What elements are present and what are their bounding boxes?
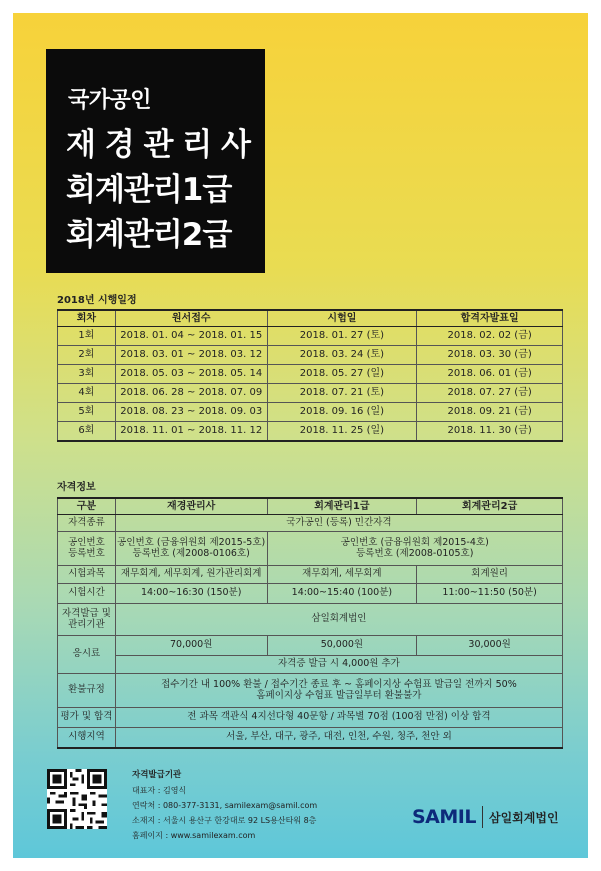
- info-heading: 자격정보: [57, 482, 96, 493]
- schedule-cell-exam: 2018. 05. 27 (일): [267, 365, 417, 384]
- subject-value-cfm: 재무회계, 세무회계, 원가관리회계: [115, 566, 267, 584]
- schedule-cell-round: 6회: [58, 422, 116, 442]
- table-row: [58, 346, 563, 365]
- reg-value-cfm: 공인번호 (금융위원회 제2015-5호) 등록번호 (제2008-0106호): [115, 532, 267, 566]
- table-row: [58, 708, 563, 728]
- info-header-category: 구분: [58, 498, 116, 515]
- title-line-3: 회계관리2급: [66, 217, 232, 253]
- schedule-cell-round: 1회: [58, 327, 116, 346]
- info-header-row: [58, 498, 563, 515]
- table-row: [58, 674, 563, 708]
- table-row: [58, 656, 563, 674]
- info-table: [57, 497, 563, 749]
- table-row: [58, 422, 563, 442]
- refund-value: 접수기간 내 100% 환불 / 접수기간 종료 후 ~ 홈페이지상 수험표 발급일 전까지 50% 홈페이지상 수험표 발급일부터 환불불가: [115, 674, 562, 708]
- schedule-cell-apply: 2018. 08. 23 ~ 2018. 09. 03: [115, 403, 267, 422]
- table-row: [58, 532, 563, 566]
- logo-divider: [482, 806, 483, 828]
- reg-label: 공인번호 등록번호: [58, 532, 116, 566]
- table-row: [58, 636, 563, 656]
- logo-brand: SAMIL: [412, 806, 476, 828]
- pass-label: 평가 및 합격: [58, 708, 116, 728]
- type-value: 국가공인 (등록) 민간자격: [115, 515, 562, 532]
- table-row: [58, 327, 563, 346]
- fee-value-fat1: 50,000원: [267, 636, 417, 656]
- time-value-fat2: 11:00~11:50 (50분): [417, 584, 563, 604]
- schedule-cell-apply: 2018. 03. 01 ~ 2018. 03. 12: [115, 346, 267, 365]
- fee-value-cfm: 70,000원: [115, 636, 267, 656]
- fee-label: 응시료: [58, 636, 116, 674]
- schedule-header-exam: 시험일: [267, 310, 417, 327]
- schedule-cell-result: 2018. 03. 30 (금): [417, 346, 563, 365]
- schedule-cell-exam: 2018. 07. 21 (토): [267, 384, 417, 403]
- info-header-fat2: 회계관리2급: [417, 498, 563, 515]
- contact-address: 소재지 : 서울시 용산구 한강대로 92 LS용산타워 8층: [132, 816, 317, 825]
- subject-value-fat2: 회계원리: [417, 566, 563, 584]
- table-row: [58, 515, 563, 532]
- table-row: [58, 604, 563, 636]
- schedule-cell-round: 4회: [58, 384, 116, 403]
- type-label: 자격종류: [58, 515, 116, 532]
- contact-block: [132, 768, 317, 843]
- schedule-header-result: 합격자발표일: [417, 310, 563, 327]
- time-value-cfm: 14:00~16:30 (150분): [115, 584, 267, 604]
- schedule-cell-apply: 2018. 06. 28 ~ 2018. 07. 09: [115, 384, 267, 403]
- title-line-1: 재 경 관 리 사: [66, 127, 250, 163]
- samil-logo: [412, 806, 559, 828]
- schedule-heading: 2018년 시행일정: [57, 295, 137, 306]
- region-value: 서울, 부산, 대구, 광주, 대전, 인천, 수원, 청주, 천안 외: [115, 728, 562, 748]
- schedule-cell-round: 2회: [58, 346, 116, 365]
- schedule-cell-round: 5회: [58, 403, 116, 422]
- table-row: [58, 584, 563, 604]
- table-row: [58, 566, 563, 584]
- info-header-cfm: 재경관리사: [115, 498, 267, 515]
- schedule-cell-apply: 2018. 05. 03 ~ 2018. 05. 14: [115, 365, 267, 384]
- reg-value-fat: 공인번호 (금융위원회 제2015-4호) 등록번호 (제2008-0105호): [267, 532, 562, 566]
- schedule-header-apply: 원서접수: [115, 310, 267, 327]
- schedule-cell-exam: 2018. 11. 25 (일): [267, 422, 417, 442]
- region-label: 시행지역: [58, 728, 116, 748]
- issuer-value: 삼일회계법인: [115, 604, 562, 636]
- schedule-cell-result: 2018. 06. 01 (금): [417, 365, 563, 384]
- time-value-fat1: 14:00~15:40 (100분): [267, 584, 417, 604]
- fee-note: 자격증 발급 시 4,000원 추가: [115, 656, 562, 674]
- contact-homepage[interactable]: 홈페이지 : www.samilexam.com: [132, 831, 256, 840]
- contact-heading: 자격발급기관: [132, 770, 182, 780]
- time-label: 시험시간: [58, 584, 116, 604]
- table-row: [58, 728, 563, 748]
- schedule-header-round: 회차: [58, 310, 116, 327]
- title-box: [46, 49, 265, 273]
- schedule-cell-result: 2018. 07. 27 (금): [417, 384, 563, 403]
- schedule-cell-round: 3회: [58, 365, 116, 384]
- qr-code[interactable]: [47, 769, 107, 829]
- issuer-label: 자격발급 및 관리기관: [58, 604, 116, 636]
- table-row: [58, 365, 563, 384]
- schedule-cell-apply: 2018. 01. 04 ~ 2018. 01. 15: [115, 327, 267, 346]
- schedule-cell-result: 2018. 11. 30 (금): [417, 422, 563, 442]
- schedule-header-row: [58, 310, 563, 327]
- logo-name: 삼일회계법인: [488, 810, 559, 825]
- info-header-fat1: 회계관리1급: [267, 498, 417, 515]
- fee-value-fat2: 30,000원: [417, 636, 563, 656]
- table-row: [58, 384, 563, 403]
- contact-phone-email: 연락처 : 080-377-3131, samilexam@samil.com: [132, 801, 318, 810]
- schedule-cell-exam: 2018. 01. 27 (토): [267, 327, 417, 346]
- schedule-table: [57, 309, 563, 442]
- subject-value-fat1: 재무회계, 세무회계: [267, 566, 417, 584]
- schedule-cell-exam: 2018. 03. 24 (토): [267, 346, 417, 365]
- contact-ceo: 대표자 : 김영식: [132, 786, 187, 795]
- pass-value: 전 과목 객관식 4지선다형 40문항 / 과목별 70점 (100점 만점) 이상 합격: [115, 708, 562, 728]
- schedule-cell-result: 2018. 02. 02 (금): [417, 327, 563, 346]
- poster: [13, 13, 588, 858]
- title-line-2: 회계관리1급: [66, 172, 232, 208]
- table-row: [58, 403, 563, 422]
- refund-label: 환불규정: [58, 674, 116, 708]
- title-subtitle: 국가공인: [68, 88, 152, 113]
- schedule-cell-result: 2018. 09. 21 (금): [417, 403, 563, 422]
- schedule-cell-exam: 2018. 09. 16 (일): [267, 403, 417, 422]
- schedule-cell-apply: 2018. 11. 01 ~ 2018. 11. 12: [115, 422, 267, 442]
- subject-label: 시험과목: [58, 566, 116, 584]
